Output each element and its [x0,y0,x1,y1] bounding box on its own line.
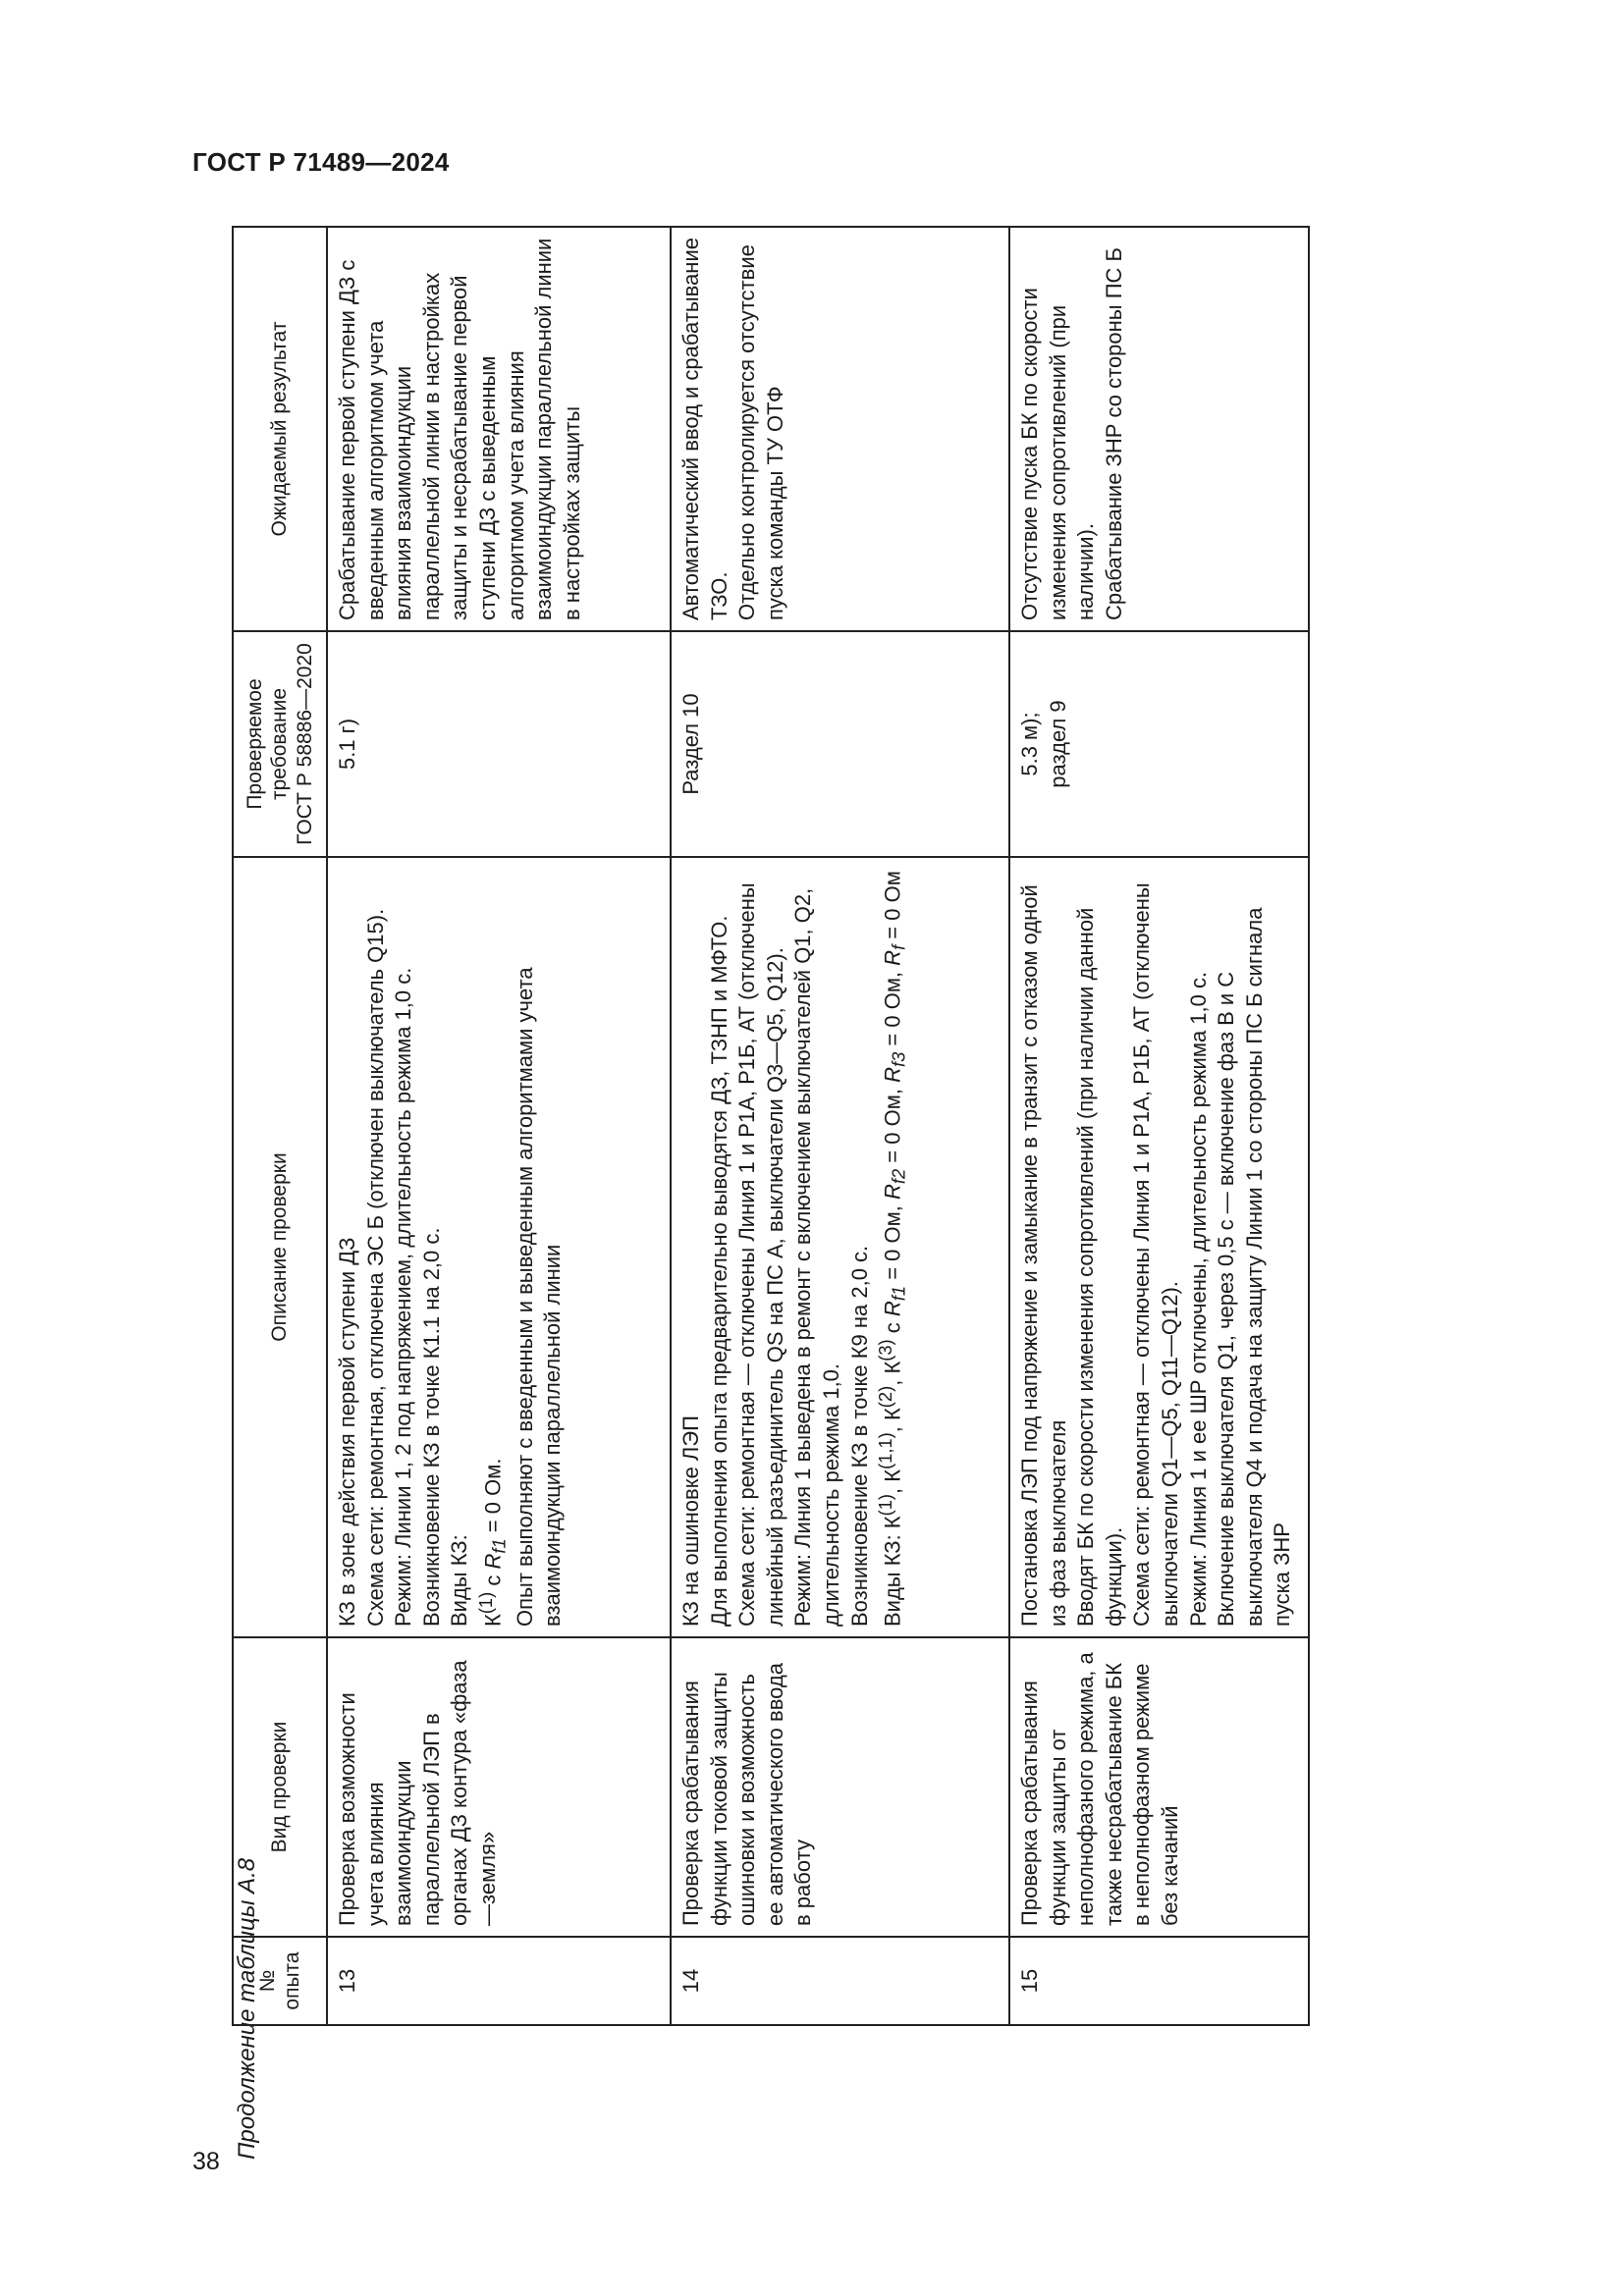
desc-line: Возникновение КЗ в точке К9 на 2,0 с. [846,1245,872,1627]
desc-line: Возникновение КЗ в точке К1.1 на 2,0 с. [418,1227,444,1627]
checks-table [232,226,1310,2026]
row-requirement: 5.3 м); раздел 9 [1009,631,1309,857]
desc-line: Режим: Линии 1, 2 под напряжением, длительность режима 1,0 с. [391,967,416,1627]
row-result: Автоматический ввод и срабатывание ТЗО. Отдельно контролируется отсутствие пуска команды ТУ ОТФ [671,227,1009,631]
row-description: Постановка ЛЭП под напряжение и замыкание в транзит с отказом одной из фаз выключателя Вводят БК по скорости изменения сопротивлений (при наличии данной функции). Схема сети: ремонтная — отключены Линия 1 и Р1А, Р1Б, АТ (отключены выключатели Q1—Q5, Q11—Q12). Режим: Линия 1 и ее ШР отключены, длительность режима 1,0 с. Включение выключателя Q1, через 0,5 с — включение фаз В и С выключателя Q4 и подача на защиту Линии 1 со стороны ПС Б сигнала пуска ЗНР [1009,857,1309,1637]
table-row [1009,227,1309,2025]
header-requirement: Проверяемое требование ГОСТ Р 58886—2020 [233,631,327,857]
row-requirement: Раздел 10 [671,631,1009,857]
row-num: 14 [671,1937,1009,2025]
row-num: 13 [327,1937,671,2025]
desc-formula: $К^{(1)}$ с $R_{f1} = 0$ Ом. [474,1458,510,1627]
row-type: Проверка срабатывания функции защиты от неполнофазного режима, а также несрабатывание БК в неполнофазном режиме без качаний [1009,1637,1309,1937]
page-number: 38 [192,2148,220,2175]
table-row [671,227,1009,2025]
row-num: 15 [1009,1937,1309,2025]
row-description [671,857,1009,1637]
row-type: Проверка возможности учета влияния взаимоиндукции параллельной ЛЭП в органах ДЗ контура «фаза—земля» [327,1637,671,1937]
row-result: Отсутствие пуска БК по скорости изменения сопротивлений (при наличии). Срабатывание ЗНР со стороны ПС Б [1009,227,1309,631]
desc-line: КЗ на ошиновке ЛЭП [678,1415,703,1627]
row-type: Проверка срабатывания функции токовой защиты ошиновки и возможность ее автоматического ввода в работу [671,1637,1009,1937]
table-row [327,227,671,2025]
desc-line: Виды КЗ: [447,1534,472,1627]
header-type: Вид проверки [233,1637,327,1937]
desc-line: Режим: Линия 1 выведена в ремонт с включением выключателей Q1, Q2, длительность режима 1,0. [790,887,843,1627]
row-result: Срабатывание первой ступени ДЗ с введенным алгоритмом учета влияния взаимоиндукции параллельной линии в настройках защиты и несрабатывание первой ступени ДЗ с выведенным алгоритмом учета влияния взаимоиндукции параллельной линии в настройках защиты [327,227,671,631]
desc-line: КЗ в зоне действия первой ступени ДЗ [335,1237,359,1627]
desc-line: Для выполнения опыта предварительно выводятся ДЗ, ТЗНП и МФТО. [706,915,731,1627]
standard-header: ГОСТ Р 71489—2024 [192,147,450,177]
header-description: Описание проверки [233,857,327,1637]
table-caption: Продолжение таблицы А.8 [234,1857,260,2160]
desc-line: Схема сети: ремонтная — отключены Линия 1 и Р1А, Р1Б, АТ (отключены линейный разъединитель QS на ПС А, выключатели Q3—Q5, Q12). [734,882,787,1627]
desc-line: Схема сети: ремонтная, отключена ЭС Б (отключен выключатель Q15). [362,908,388,1627]
rotated-table-block [232,228,1331,2160]
row-requirement: 5.1 г) [327,631,671,857]
header-result: Ожидаемый результат [233,227,327,631]
row-description [327,857,671,1637]
desc-formula: Виды КЗ: $К^{(1)}$, К$^{(1,1)}$, $К^{(2)}$, $К^{(3)}$ с $R_{f1} = 0$ Ом, $R_{f2} = 0$ Ом, $R_{f3} = 0$ Ом, $R_f = 0$ Ом [875,871,909,1627]
table-header-row [233,227,327,2025]
desc-line: Опыт выполняют с введенным и выведенным алгоритмами учета взаимоиндукции параллельной линии [512,967,566,1627]
header-num: № опыта [233,1937,327,2025]
